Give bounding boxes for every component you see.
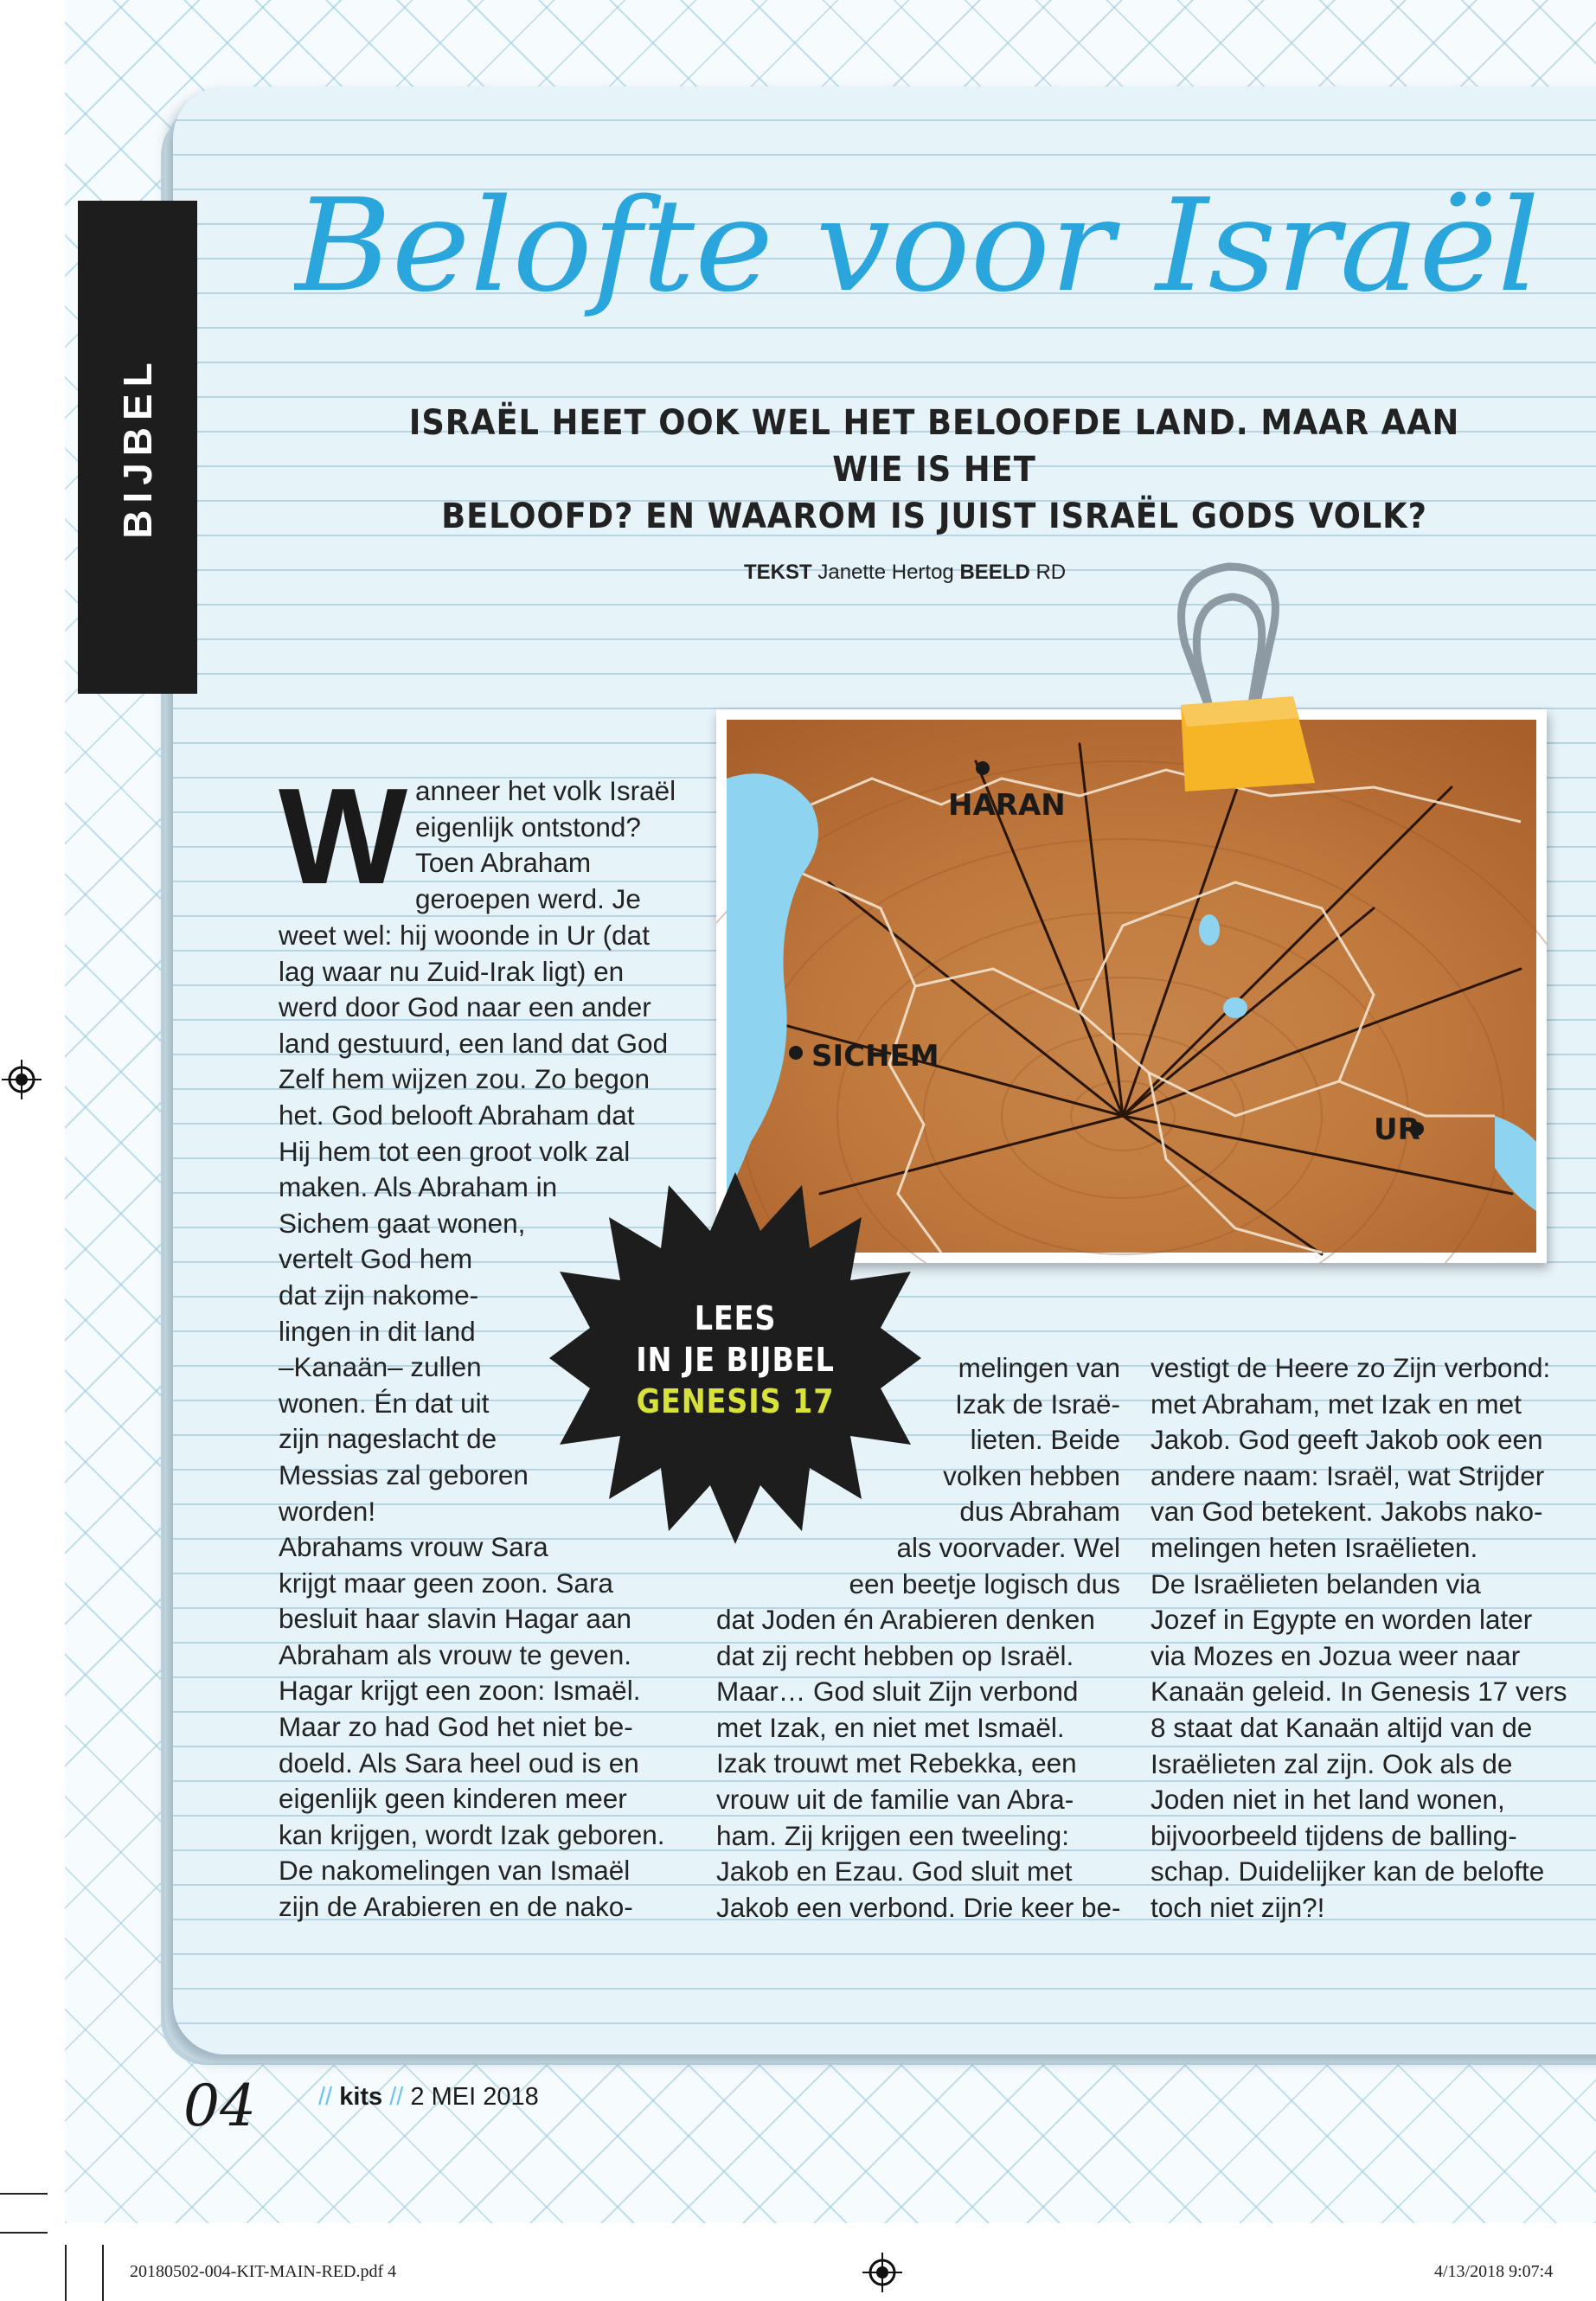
article-column-2-wrap: melingen van Izak de Israë- lieten. Beide volken hebben dus Abraham als voorvader. Wel een beetje logisch dus xyxy=(849,1352,1120,1599)
article-title xyxy=(294,160,1557,385)
title-graphic xyxy=(294,160,1557,385)
map-label-sichem: SICHEM xyxy=(811,1039,939,1074)
registration-mark-icon xyxy=(2,1060,42,1099)
city-dot-haran xyxy=(976,761,990,775)
credit-text-label: TEKST xyxy=(744,561,812,584)
print-slug-timestamp: 4/13/2018 9:07:4 xyxy=(1434,2262,1554,2281)
city-dot-sichem xyxy=(789,1046,803,1060)
lead-line-1: ISRAËL HEET OOK WEL HET BELOOFDE LAND. MAAR AAN WIE IS HET xyxy=(408,403,1460,490)
article-column-3: vestigt de Heere zo Zijn verbond: met Abraham, met Izak en met Jakob. God geeft Jakob ook een andere naam: Israël, wat Strijder van God betekent. Jakobs nako- melingen heten Israëlieten. De Israëlieten belanden via Jozef in Egypte en worden later via Mozes en Jozua weer naar Kanaän geleid. In Genesis 17 vers 8 staat dat Kanaän altijd van de Israëlieten zal zijn. Ook als de Joden niet in het land wonen, bijvoorbeeld tijdens de balling- schap. Duidelijker kan de belofte toch niet zijn?! xyxy=(1151,1352,1567,1923)
section-tab-label: BIJBEL xyxy=(115,356,160,539)
footer-info xyxy=(318,2083,539,2112)
binder-clip xyxy=(1151,541,1324,792)
article-column-1: weet wel: hij woonde in Ur (dat lag waar nu Zuid-Irak ligt) en werd door God naar een ander land gestuurd, een land dat God Zelf hem wijzen zou. Zo begon het. God belooft Abraham dat Hij hem tot een groot volk zal maken. Als Abraham in Sichem gaat wonen, vertelt God hem dat zijn nakome- lingen in dit land –Kanaän– zullen wonen. Én dat uit zijn nageslacht de Messias zal geboren worden! Abrahams vrouw Sara krijgt maar geen zoon. Sara besluit haar slavin Hagar aan Abraham als vrouw te geven. Hagar krijgt een zoon: Ismaël. Maar zo had God het niet be- doeld. Als Sara heel oud is en eigenlijk geen kinderen meer kan krijgen, wordt Izak geboren. De nakomelingen van Ismaël zijn de Arabieren en de nako- xyxy=(279,920,669,1923)
footer-brand: kits xyxy=(339,2083,383,2111)
lead-line-2: BELOOFD? EN WAAROM IS JUIST ISRAËL GODS VOLK? xyxy=(441,497,1427,536)
section-tab xyxy=(78,201,197,694)
map-label-haran: HARAN xyxy=(948,788,1066,823)
callout-line-1: LEES xyxy=(694,1299,777,1337)
page-number xyxy=(183,2072,270,2137)
crop-mark xyxy=(65,2245,67,2301)
callout-text xyxy=(572,1298,899,1422)
credit-image-source: RD xyxy=(1035,561,1067,584)
credits xyxy=(744,561,1066,585)
footer-separator: // xyxy=(318,2083,333,2111)
binder-clip-icon xyxy=(1151,541,1324,792)
article-column-2: dat Joden én Arabieren denken dat zij recht hebben op Israël. Maar… God sluit Zijn verbond met Izak, en niet met Ismaël. Izak trouwt met Rebekka, een vrouw uit de familie van Abra- ham. Zij krijgen een tweeling: Jakob en Ezau. God sluit met Jakob een verbond. Drie keer be- xyxy=(716,1604,1121,1923)
title-text: Belofte voor Israël xyxy=(294,171,1540,320)
page-number-graphic xyxy=(183,2072,270,2137)
callout-reference: GENESIS 17 xyxy=(636,1382,835,1420)
map-label-ur: UR xyxy=(1374,1112,1420,1147)
footer-separator: // xyxy=(389,2083,404,2111)
credit-author: Janette Hertog xyxy=(817,561,954,584)
crop-mark xyxy=(0,2193,48,2195)
lead-paragraph xyxy=(377,400,1491,540)
print-slug-filename: 20180502-004-KIT-MAIN-RED.pdf 4 xyxy=(130,2262,397,2281)
registration-mark-icon xyxy=(862,2253,902,2292)
drop-cap: W xyxy=(279,760,408,913)
crop-mark xyxy=(102,2245,104,2301)
page-number-text: 04 xyxy=(183,2073,256,2137)
footer-date: 2 MEI 2018 xyxy=(410,2083,539,2111)
crop-mark xyxy=(0,2232,48,2234)
credit-image-label: BEELD xyxy=(959,561,1030,584)
callout-line-2: IN JE BIJBEL xyxy=(636,1341,835,1379)
article-column-1-intro: anneer het volk Israël eigenlijk ontstond? Toen Abraham geroepen werd. Je xyxy=(415,775,676,914)
page-margin xyxy=(0,0,65,2301)
